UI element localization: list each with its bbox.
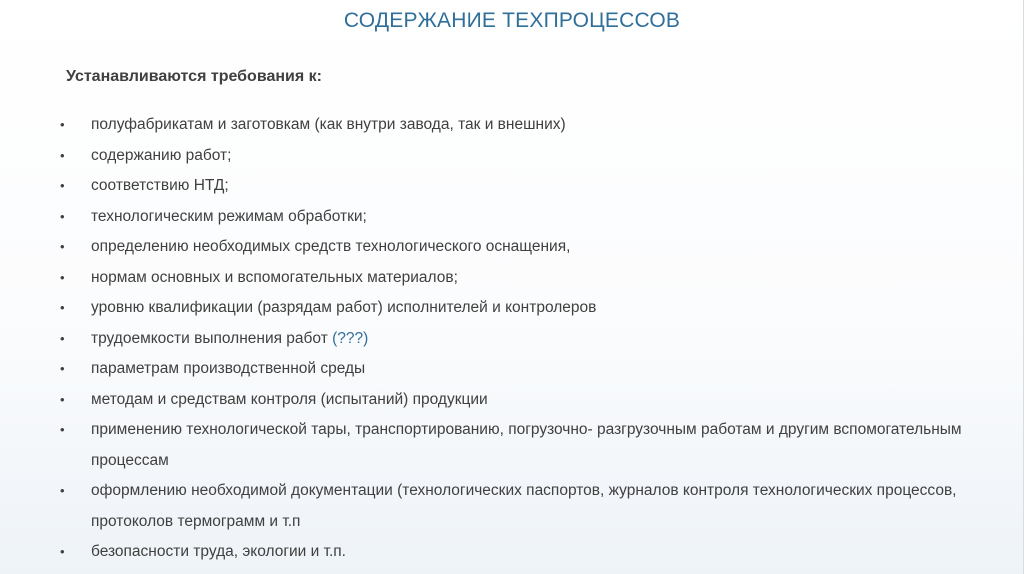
bullet-icon: • <box>60 330 65 346</box>
list-item <box>60 324 980 355</box>
list-item <box>60 171 980 202</box>
requirements-heading: Устанавливаются требования к: <box>66 68 322 85</box>
bullet-icon: • <box>60 269 65 285</box>
list-item-text: параметрам производственной среды <box>91 360 366 377</box>
bullet-icon: • <box>60 300 65 315</box>
list-item <box>60 110 980 141</box>
list-item-text: определению необходимых средств технологического оснащения, <box>91 238 571 255</box>
list-item <box>60 537 980 568</box>
list-item <box>60 415 980 476</box>
list-item <box>60 293 980 324</box>
list-item-text: применению технологической тары, транспортированию, погрузочно- разгрузочным работам и другим вспомогательным процессам <box>91 421 962 469</box>
list-item-text: полуфабрикатам и заготовкам (как внутри завода, так и внешних) <box>91 116 566 133</box>
list-item-text: содержанию работ; <box>91 146 232 164</box>
bullet-icon: • <box>60 147 65 163</box>
bullet-icon: • <box>60 361 65 376</box>
list-item <box>60 354 980 385</box>
list-item-text: оформлению необходимой документации (технологических паспортов, журналов контроля технологических процессов, протоколов термограмм и т.п <box>91 482 957 530</box>
list-item-text: трудоемкости выполнения работ <box>91 329 333 347</box>
requirements-list <box>60 110 980 568</box>
slide-title: СОДЕРЖАНИЕ ТЕХПРОЦЕССОВ <box>343 9 681 32</box>
list-item-text: нормам основных и вспомогательных материалов; <box>91 268 458 286</box>
list-item <box>60 202 980 233</box>
bullet-icon: • <box>60 117 65 132</box>
list-item <box>60 476 980 537</box>
question-marks-note: (???) <box>332 329 369 347</box>
list-item-text: технологическим режимам обработки; <box>91 207 367 225</box>
list-item-text: уровню квалификации (разрядам работ) исполнителей и контролеров <box>91 299 597 316</box>
list-item <box>60 232 980 263</box>
bullet-icon: • <box>60 239 65 254</box>
bullet-icon: • <box>60 544 65 559</box>
bullet-icon: • <box>60 483 65 498</box>
list-item-text: безопасности труда, экологии и т.п. <box>91 543 346 560</box>
list-item <box>60 141 980 172</box>
bullet-icon: • <box>60 208 65 224</box>
bullet-icon: • <box>60 178 65 193</box>
list-item <box>60 385 980 416</box>
list-item-text: соответствию НТД; <box>91 177 229 194</box>
list-item-text: методам и средствам контроля (испытаний) продукции <box>91 390 488 408</box>
bullet-icon: • <box>60 422 65 437</box>
list-item <box>60 263 980 294</box>
bullet-icon: • <box>60 391 65 407</box>
